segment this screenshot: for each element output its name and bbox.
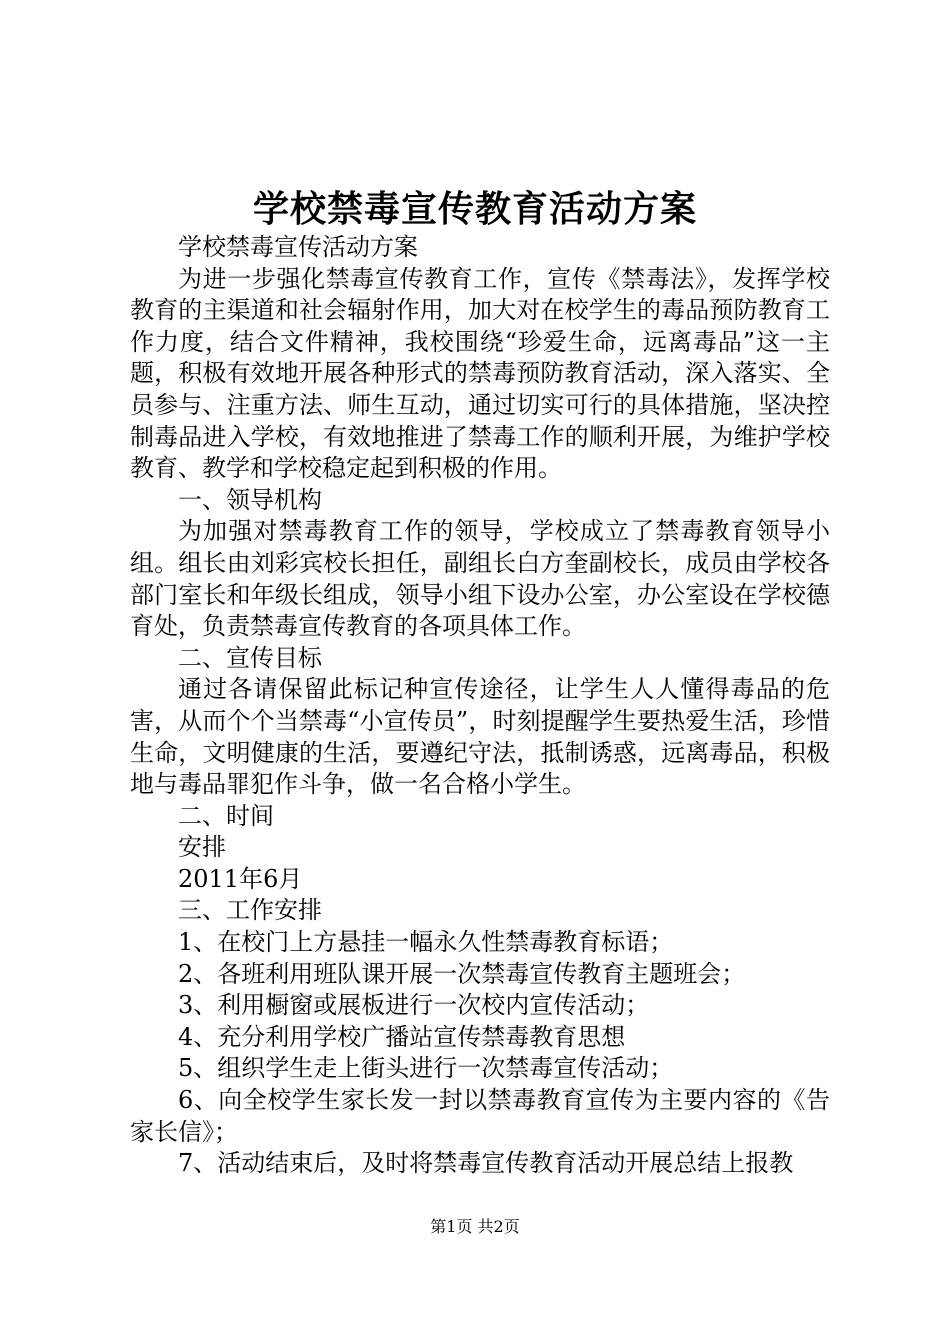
document-subtitle: 学校禁毒宣传活动方案 (178, 233, 418, 261)
work-item: 2、各班利用班队课开展一次禁毒宣传教育主题班会； (178, 959, 746, 988)
page-number-footer: 第1页 共2页 (430, 1217, 520, 1236)
document-body (130, 232, 830, 1180)
intro-paragraph: 为进一步强化禁毒宣传教育工作，宣传《禁毒法》，发挥学校教育的主渠道和社会辐射作用，加大对在校学生的毒品预防教育工作力度，结合文件精神，我校围绕“珍爱生命，远离毒品”这一主题，积极有效地开展各种形式的禁毒预防教育活动，深入落实、全员参与、注重方法、师生互动，通过切实可行的具体措施，坚决控制毒品进入学校，有效地推进了禁毒工作的顺利开展，为维护学校教育、教学和学校稳定起到积极的作用。 (130, 264, 830, 483)
section-heading-work-plan: 三、工作安排 (178, 896, 322, 925)
work-item: 3、利用橱窗或展板进行一次校内宣传活动； (178, 991, 650, 1020)
work-item: 1、在校门上方悬挂一幅永久性禁毒教育标语； (178, 928, 674, 957)
section-heading-time: 二、时间 (178, 801, 274, 830)
time-line-arrangement: 安排 (178, 833, 226, 862)
work-item: 5、组织学生走上街头进行一次禁毒宣传活动； (178, 1054, 674, 1083)
leadership-paragraph: 为加强对禁毒教育工作的领导，学校成立了禁毒教育领导小组。组长由刘彩宾校长担任，副组长白方奎副校长，成员由学校各部门室长和年级长组成，领导小组下设办公室，办公室设在学校德育处，负责禁毒宣传教育的各项具体工作。 (130, 517, 830, 641)
work-item: 4、充分利用学校广播站宣传禁毒教育思想 (178, 1022, 626, 1051)
section-heading-goals: 二、宣传目标 (178, 643, 322, 672)
work-item: 7、活动结束后，及时将禁毒宣传教育活动开展总结上报教 (178, 1149, 794, 1178)
time-line-date: 2011年6月 (178, 864, 303, 893)
section-heading-leadership: 一、领导机构 (178, 485, 322, 514)
document-title: 学校禁毒宣传教育活动方案 (252, 188, 697, 230)
goals-paragraph: 通过各请保留此标记种宣传途径，让学生人人懂得毒品的危害，从而个个当禁毒“小宣传员”，时刻提醒学生要热爱生活，珍惜生命，文明健康的生活，要遵纪守法，抵制诱惑，远离毒品，积极地与毒品罪犯作斗争，做一名合格小学生。 (130, 675, 830, 799)
work-item: 6、向全校学生家长发一封以禁毒教育宣传为主要内容的《告家长信》； (130, 1086, 830, 1146)
